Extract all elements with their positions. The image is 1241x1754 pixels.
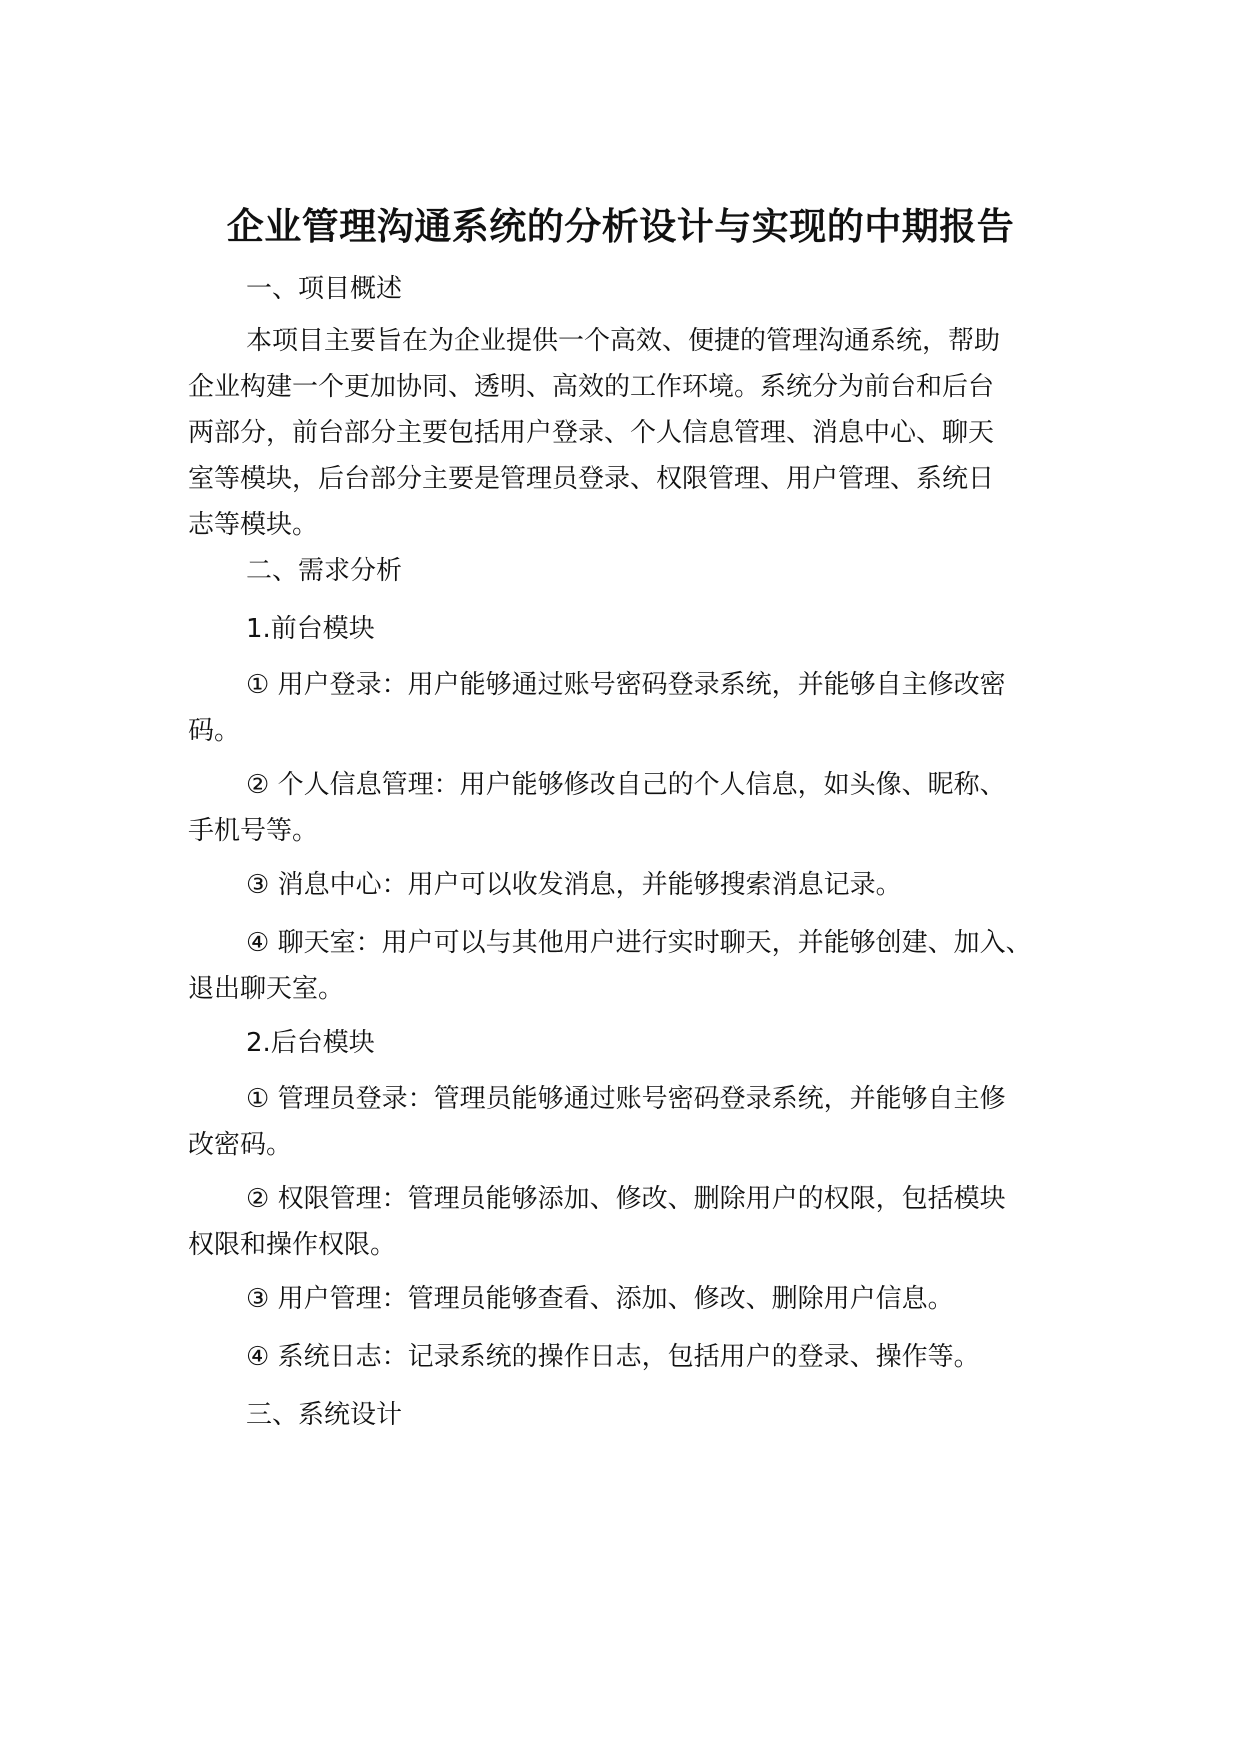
text-line: 室等模块，后台部分主要是管理员登录、权限管理、用户管理、系统日 (188, 464, 995, 494)
item-message-center (188, 862, 1068, 908)
text-line: 1.前台模块 (246, 614, 375, 644)
item-chat-room (188, 920, 1068, 1012)
text-line: 三、系统设计 (246, 1400, 403, 1430)
text-line: 两部分，前台部分主要包括用户登录、个人信息管理、消息中心、聊天 (188, 418, 995, 448)
text-line: ④ 聊天室：用户可以与其他用户进行实时聊天，并能够创建、加入、 (246, 928, 1032, 958)
text-line: 志等模块。 (188, 510, 319, 540)
item-user-login (188, 662, 1068, 754)
text-line: 码。 (188, 716, 241, 746)
text-line: 2.后台模块 (246, 1028, 375, 1058)
subheading-backend (188, 1020, 1068, 1066)
text-line: 权限和操作权限。 (188, 1230, 397, 1260)
text-line: 改密码。 (188, 1130, 293, 1160)
text-line: ② 个人信息管理：用户能够修改自己的个人信息，如头像、昵称、 (246, 770, 1006, 800)
text-line: ② 权限管理：管理员能够添加、修改、删除用户的权限，包括模块 (246, 1184, 1006, 1214)
document-title: 企业管理沟通系统的分析设计与实现的中期报告 (226, 204, 1015, 248)
item-user-management (188, 1276, 1068, 1322)
text-line: 二、需求分析 (246, 556, 403, 586)
text-line: 退出聊天室。 (188, 974, 345, 1004)
text-line: 一、项目概述 (246, 274, 403, 304)
item-profile-management (188, 762, 1068, 854)
subheading-frontend (188, 606, 1068, 652)
text-line: ① 管理员登录：管理员能够通过账号密码登录系统，并能够自主修 (246, 1084, 1006, 1114)
paragraph-overview (188, 318, 1068, 548)
text-line: 手机号等。 (188, 816, 319, 846)
item-admin-login (188, 1076, 1068, 1168)
text-line: ④ 系统日志：记录系统的操作日志，包括用户的登录、操作等。 (246, 1342, 980, 1372)
text-line: 企业构建一个更加协同、透明、高效的工作环境。系统分为前台和后台 (188, 372, 995, 402)
section-heading-design (188, 1392, 1068, 1438)
item-permission-management (188, 1176, 1068, 1268)
text-line: ① 用户登录：用户能够通过账号密码登录系统，并能够自主修改密 (246, 670, 1006, 700)
section-heading-overview (188, 266, 1068, 312)
text-line: ③ 用户管理：管理员能够查看、添加、修改、删除用户信息。 (246, 1284, 954, 1314)
section-heading-requirements (188, 548, 1068, 594)
text-line: ③ 消息中心：用户可以收发消息，并能够搜索消息记录。 (246, 870, 902, 900)
item-system-log (188, 1334, 1068, 1380)
text-line: 本项目主要旨在为企业提供一个高效、便捷的管理沟通系统，帮助 (246, 326, 1001, 356)
